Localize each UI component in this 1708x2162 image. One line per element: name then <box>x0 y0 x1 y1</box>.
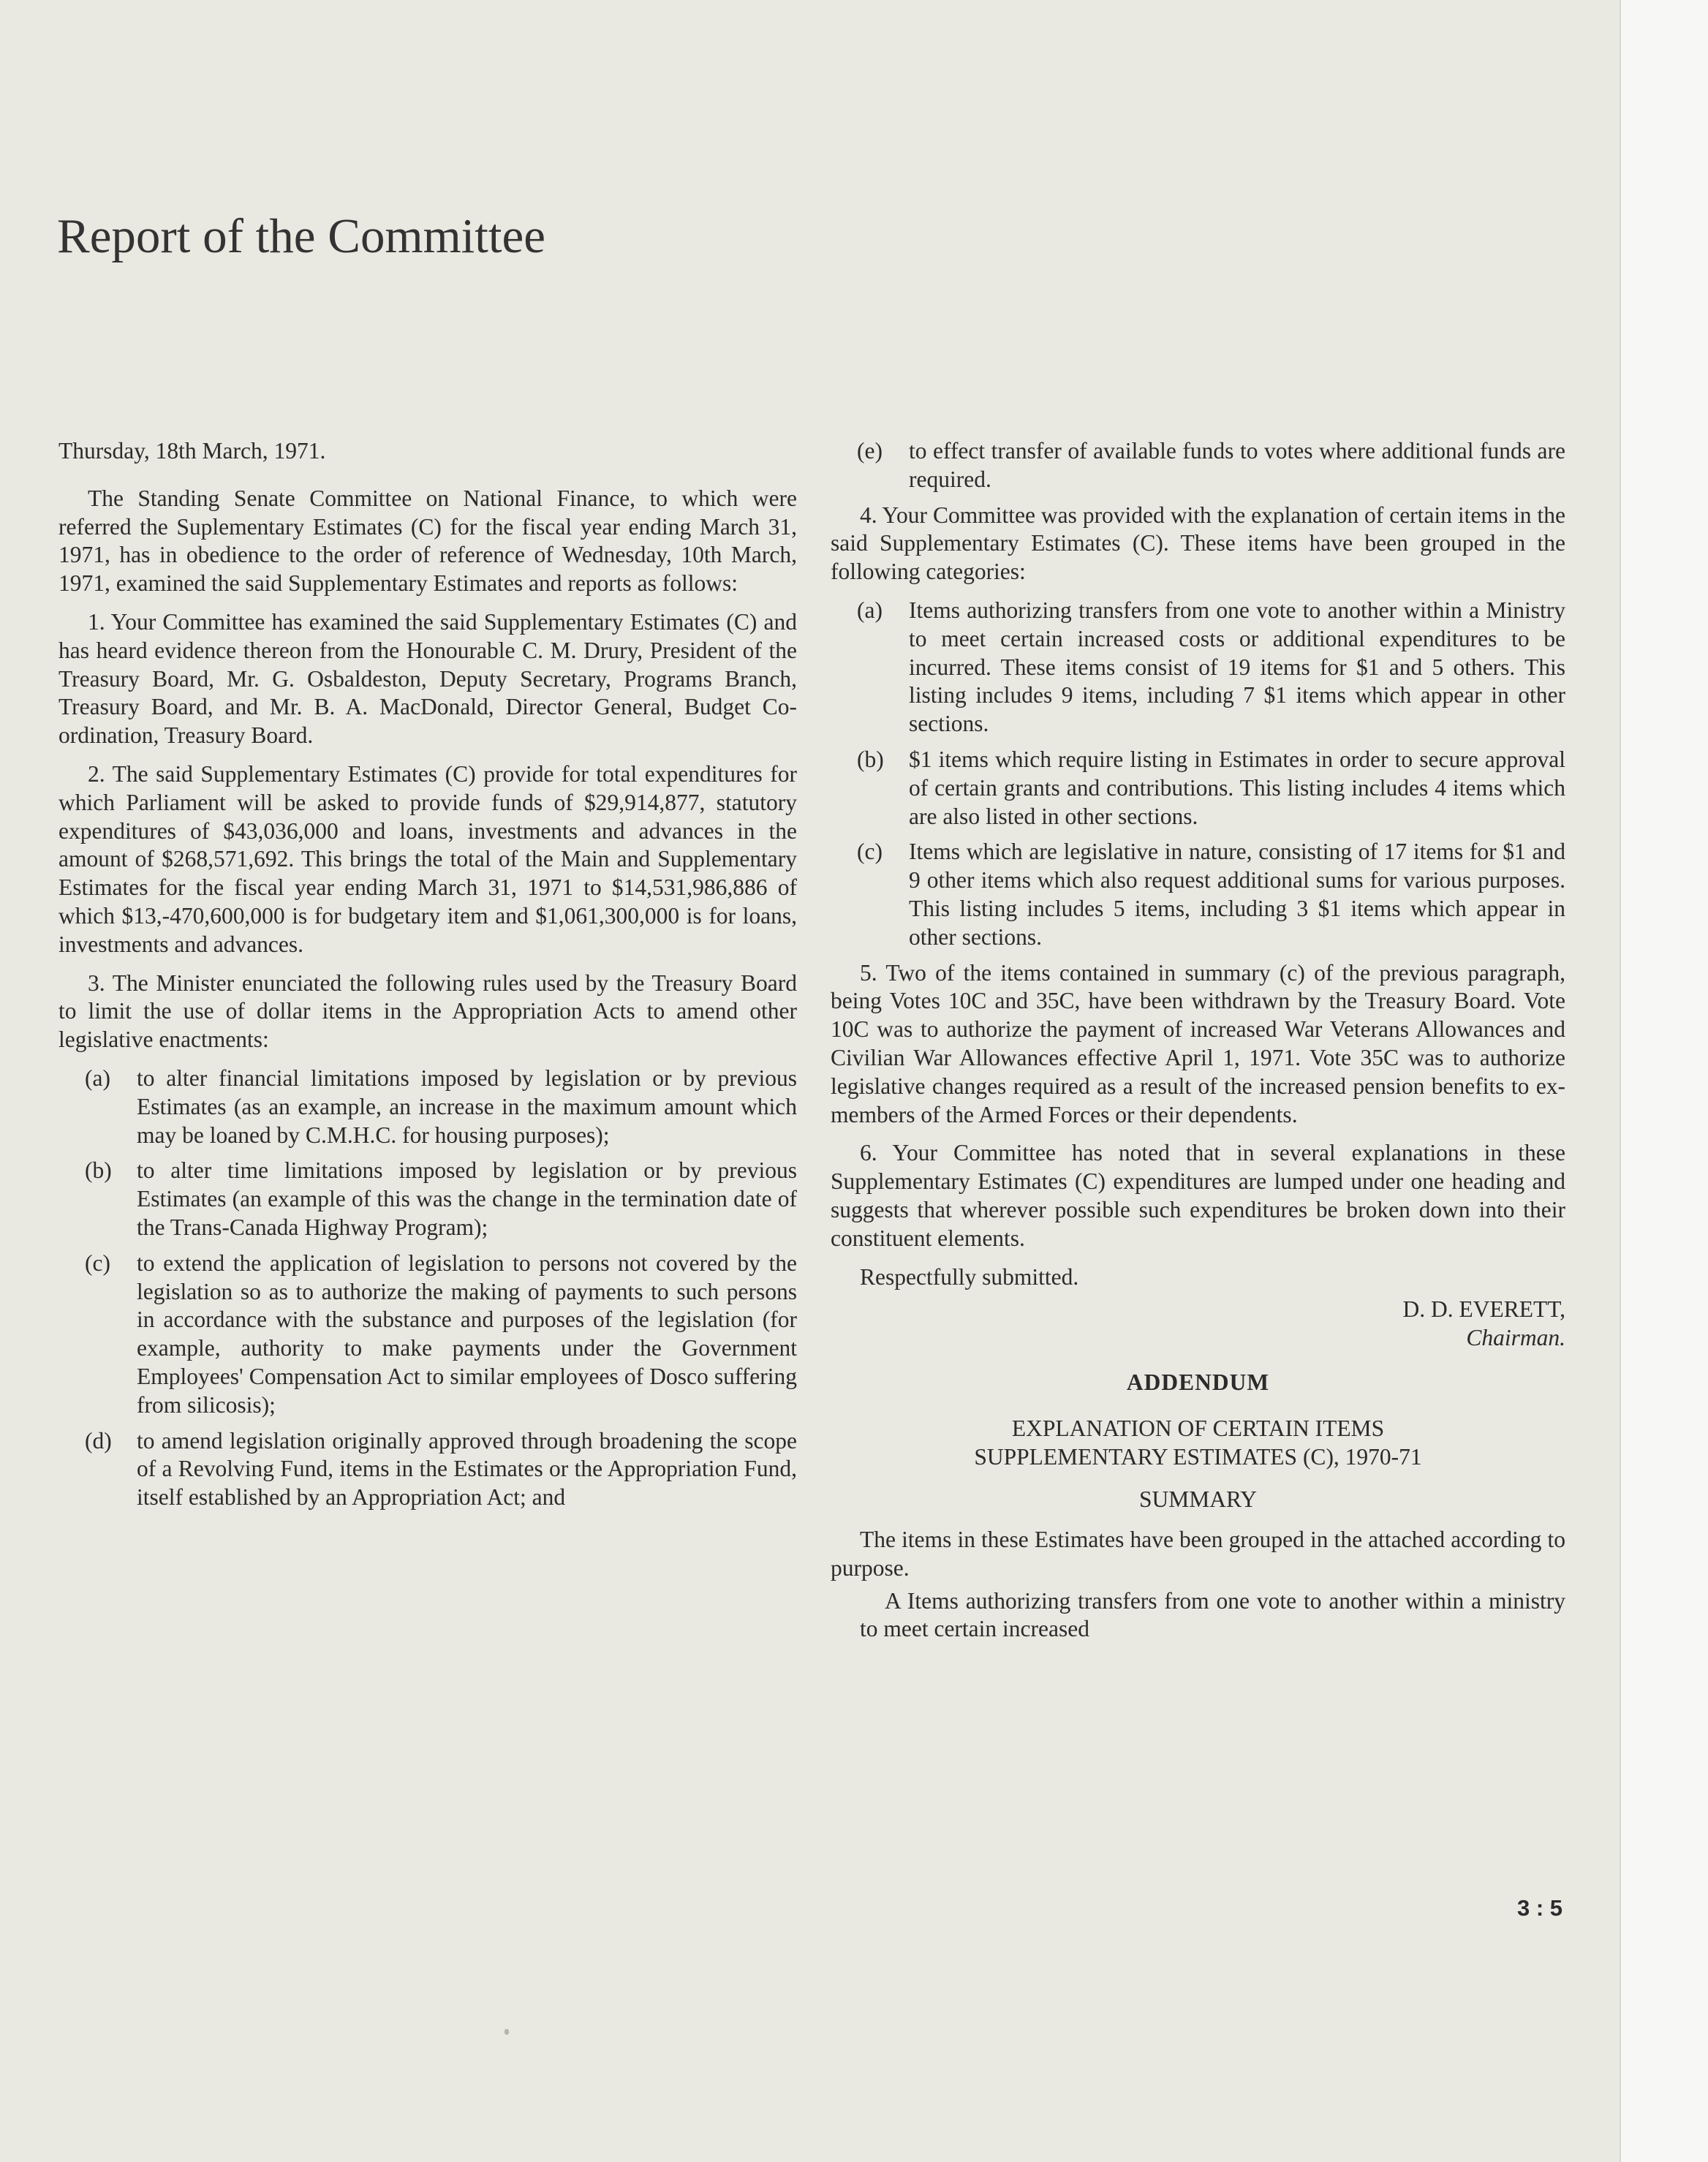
page-title: Report of the Committee <box>57 209 546 263</box>
category-item <box>831 597 1565 738</box>
paragraph-6: 6. Your Committee has noted that in several explanations in these Supplementary Estimates (C) expenditures are lumped under one heading and suggests that wherever possible such expenditures be broken down into their constituent elements. <box>831 1140 1565 1251</box>
addendum-heading: ADDENDUM <box>1126 1369 1270 1395</box>
summary-item-a: A Items authorizing transfers from one vote to another within a ministry to meet certain increased <box>860 1587 1565 1642</box>
left-column <box>58 437 797 1519</box>
category-text: $1 items which require listing in Estimates in order to secure approval of certain grants and contributions. This listing includes 4 items which are also listed in other sections. <box>909 746 1565 829</box>
rule-text: to alter financial limitations imposed by legislation or by previous Estimates (as an example, an increase in the maximum amount which may be loaned by C.M.H.C. for housing purposes); <box>137 1065 797 1148</box>
rule-text: to amend legislation originally approved through broadening the scope of a Revolving Fund, items in the Estimates or the Appropriation Fund, itself established by an Appropriation Act; and <box>137 1427 797 1511</box>
rule-item <box>58 1250 797 1420</box>
rule-text: to extend the application of legislation to persons not covered by the legislation so as to authorize the making of payments to such persons in accordance with the substance and purposes of the legislation (for example, authority to make payments under the Government Employees' Compensation Act to similar employees of Dosco suffering from silicosis); <box>137 1250 797 1418</box>
report-date: Thursday, 18th March, 1971. <box>58 438 326 464</box>
rule-label: (d) <box>85 1427 112 1454</box>
category-label: (b) <box>857 746 884 772</box>
rule-item-e <box>831 437 1565 494</box>
page-number: 3 : 5 <box>1517 1895 1563 1921</box>
paragraph-4: 4. Your Committee was provided with the explanation of certain items in the said Supplementary Estimates (C). These items have been grouped in the following categories: <box>831 502 1565 585</box>
paragraph-3: 3. The Minister enunciated the following rules used by the Treasury Board to limit the use of dollar items in the Appropriation Acts to amend other legislative enactments: <box>58 970 797 1053</box>
rule-item <box>58 1065 797 1149</box>
explanation-heading-line1: EXPLANATION OF CERTAIN ITEMS <box>1011 1415 1385 1441</box>
rule-text: to alter time limitations imposed by legislation or by previous Estimates (an example of this was the change in the termination date of the Trans-Canada Highway Program); <box>137 1157 797 1240</box>
paper-speck <box>505 2029 509 2035</box>
explanation-heading-line2: SUPPLEMENTARY ESTIMATES (C), 1970-71 <box>974 1443 1422 1470</box>
signature-title: Chairman. <box>1466 1325 1565 1351</box>
rule-item <box>58 1157 797 1241</box>
category-text: Items which are legislative in nature, consisting of 17 items for $1 and 9 other items which also request additional sums for various purposes. This listing includes 5 items, including 3 $1 items which appear in other sections. <box>909 839 1565 950</box>
signature-name: D. D. EVERETT, <box>1402 1296 1565 1323</box>
category-label: (a) <box>857 597 883 623</box>
rule-label: (c) <box>85 1250 110 1276</box>
rule-label: (a) <box>85 1065 110 1091</box>
intro-paragraph: The Standing Senate Committee on National Finance, to which were referred the Suplementary Estimates (C) for the fiscal year ending March 31, 1971, has in obedience to the order of reference of Wednesday, 10th March, 1971, examined the said Supplementary Estimates and reports as follows: <box>58 485 797 597</box>
page-edge <box>1620 0 1708 2162</box>
category-label: (c) <box>857 839 883 865</box>
summary-text: The items in these Estimates have been grouped in the attached according to purpose. <box>831 1527 1565 1581</box>
rule-item <box>58 1427 797 1512</box>
summary-heading: SUMMARY <box>1138 1486 1258 1513</box>
rule-label: (e) <box>857 438 883 464</box>
category-text: Items authorizing transfers from one vote to another within a Ministry to meet certain increased costs or additional expenditures to be incurred. These items consist of 19 items for $1 and 5 others. This listing includes 9 items, including 7 $1 items which appear in other sections. <box>909 597 1565 737</box>
closing-line: Respectfully submitted. <box>860 1263 1079 1290</box>
rule-label: (b) <box>85 1157 112 1184</box>
paragraph-2: 2. The said Supplementary Estimates (C) provide for total expenditures for which Parliament will be asked to provide funds of $29,914,877, statutory expenditures of $43,036,000 and loans, investments and advances in the amount of $268,571,692. This brings the total of the Main and Supplementary Estimates for the fiscal year ending March 31, 1971 to $14,531,986,886 of which $13,-470,600,000 is for budgetary item and $1,061,300,000 is for loans, investments and advances. <box>58 760 797 957</box>
paragraph-5: 5. Two of the items contained in summary (c) of the previous paragraph, being Votes 10C and 35C, have been withdrawn by the Treasury Board. Vote 10C was to authorize the payment of increased War Veterans Allowances and Civilian War Allowances effective April 1, 1971. Vote 35C was to authorize legislative changes required as a result of the increased pension benefits to ex-members of the Armed Forces or their dependents. <box>831 959 1565 1127</box>
paragraph-1: 1. Your Committee has examined the said Supplementary Estimates (C) and has heard evidence thereon from the Honourable C. M. Drury, President of the Treasury Board, Mr. G. Osbaldeston, Deputy Secretary, Programs Branch, Treasury Board, and Mr. B. A. MacDonald, Director General, Budget Co-ordination, Treasury Board. <box>58 608 797 749</box>
category-item <box>831 746 1565 831</box>
rule-text: to effect transfer of available funds to votes where additional funds are required. <box>909 438 1565 492</box>
category-item <box>831 838 1565 951</box>
right-column <box>831 437 1565 1654</box>
